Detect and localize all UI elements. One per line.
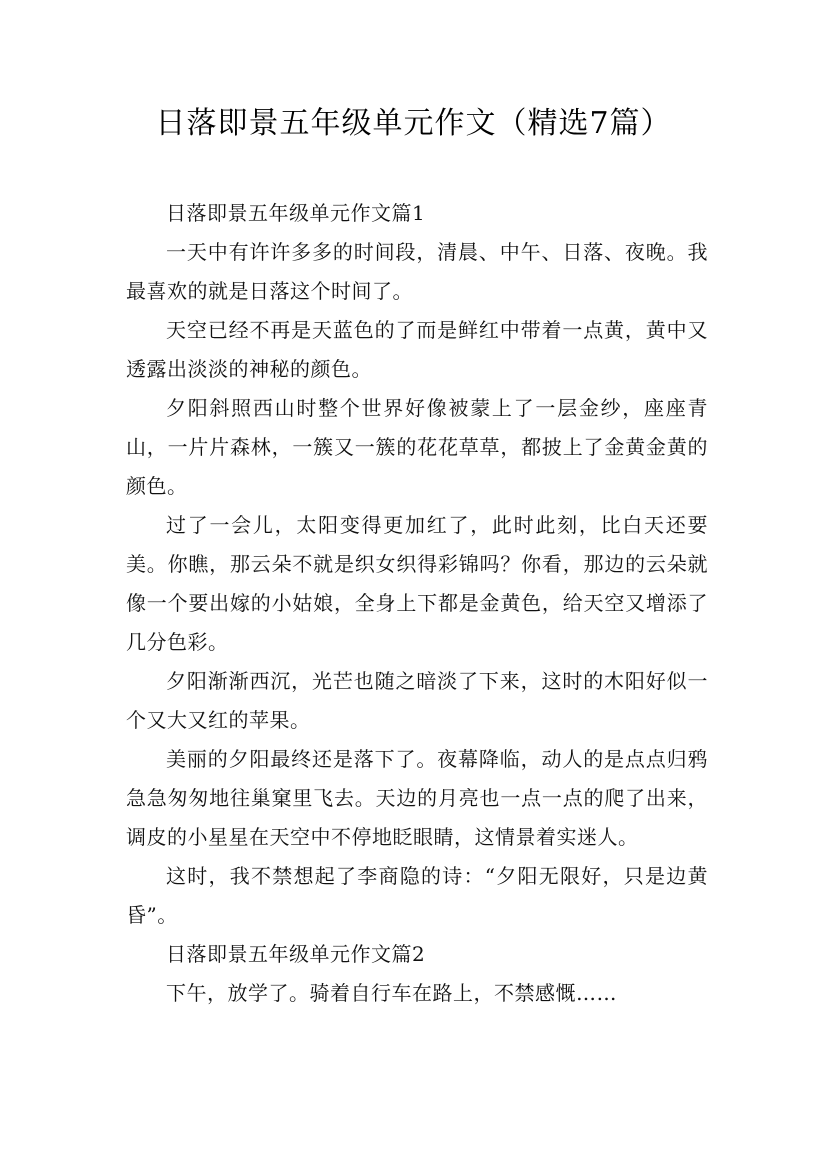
document-title: 日落即景五年级单元作文（精选7篇） <box>155 106 672 141</box>
section-heading-1: 日落即景五年级单元作文篇1 <box>166 201 426 225</box>
section-heading-2: 日落即景五年级单元作文篇2 <box>166 942 426 966</box>
paragraph: 天空已经不再是天蓝色的了而是鲜红中带着一点黄，黄中又透露出淡淡的神秘的颜色。 <box>126 318 708 381</box>
paragraph: 美丽的夕阳最终还是落下了。夜幕降临，动人的是点点归鸦急急匆匆地往巢窠里飞去。天边的月亮也一点一点的爬了出来，调皮的小星星在天空中不停地眨眼睛，这情景着实迷人。 <box>126 747 708 849</box>
paragraph: 下午，放学了。骑着自行车在路上，不禁感慨…… <box>166 981 617 1005</box>
paragraph: 夕阳斜照西山时整个世界好像被蒙上了一层金纱，座座青山，一片片森林，一簇又一簇的花花草草，都披上了金黄金黄的颜色。 <box>126 396 708 498</box>
paragraph: 过了一会儿，太阳变得更加红了，此时此刻，比白天还要美。你瞧，那云朵不就是织女织得彩锦吗？你看，那边的云朵就像一个要出嫁的小姑娘，全身上下都是金黄色，给天空又增添了几分色彩。 <box>126 513 708 654</box>
paragraph: 一天中有许许多多的时间段，清晨、中午、日落、夜晚。我最喜欢的就是日落这个时间了。 <box>126 240 708 303</box>
document-body <box>126 194 708 1013</box>
paragraph: 这时，我不禁想起了李商隐的诗：“夕阳无限好，只是边黄昏”。 <box>126 864 708 927</box>
paragraph: 夕阳渐渐西沉，光芒也随之暗淡了下来，这时的木阳好似一个又大又红的苹果。 <box>126 669 708 732</box>
